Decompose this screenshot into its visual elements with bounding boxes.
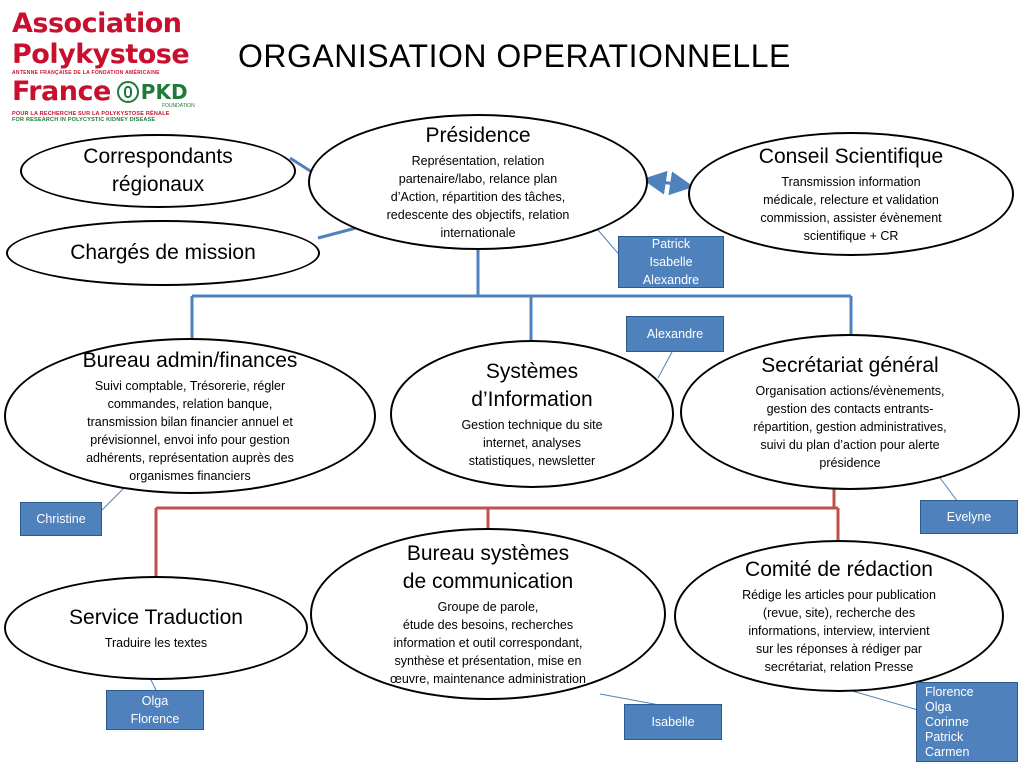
person-name: Florence: [130, 712, 180, 726]
person-name: Isabelle: [649, 255, 693, 269]
node-traduction: [4, 576, 308, 680]
association-logo: [12, 8, 200, 138]
desc-line: commandes, relation banque,: [107, 397, 273, 411]
pkd-logo: [117, 80, 188, 104]
node-comite: [674, 540, 1004, 692]
node-secretariat: [680, 334, 1020, 490]
desc-line: transmission bilan financier annuel et: [87, 415, 293, 429]
person-name: Olga: [925, 699, 952, 714]
desc-line: sur les réponses à rédiger par: [755, 642, 923, 656]
desc-line: Traduire les textes: [104, 636, 208, 650]
desc-line: (revue, site), recherche des: [762, 606, 916, 620]
desc-line: adhérents, représentation auprès des: [86, 451, 294, 465]
desc-line: étude des besoins, recherches: [402, 618, 574, 632]
desc-line: Suivi comptable, Trésorerie, régler: [94, 379, 286, 393]
person-name: Carmen: [925, 744, 970, 759]
desc-line: Organisation actions/évènements,: [755, 384, 945, 398]
node-description: [86, 377, 294, 485]
desc-line: suivi du plan d’action pour alerte: [760, 438, 940, 452]
desc-line: scientifique + CR: [803, 229, 899, 243]
desc-line: commission, assister évènement: [760, 211, 942, 225]
node-title: Présidence: [425, 124, 531, 147]
node-title: Correspondants: [83, 145, 233, 168]
node-title: Bureau systèmes: [406, 542, 570, 565]
logo-line-1: Association: [12, 8, 182, 39]
node-title: Secrétariat général: [761, 354, 939, 377]
logo-foundation: FOUNDATION: [162, 103, 195, 109]
logo-tagline-en: FOR RESEARCH IN POLYCYSTIC KIDNEY DISEASE: [12, 117, 156, 123]
desc-line: informations, interview, intervient: [748, 624, 930, 638]
desc-line: secrétariat, relation Presse: [764, 660, 914, 674]
node-title: Conseil Scientifique: [758, 145, 944, 168]
node-description: [742, 586, 936, 676]
person-name: Evelyne: [946, 510, 992, 524]
desc-line: Représentation, relation: [411, 154, 545, 168]
desc-line: statistiques, newsletter: [468, 454, 596, 468]
connector-conseil: [648, 180, 688, 186]
pkd-text: PKD: [140, 79, 188, 104]
desc-line: partenaire/labo, relance plan: [398, 172, 558, 186]
node-description: [461, 416, 602, 470]
desc-line: présidence: [819, 456, 881, 470]
person-name: Alexandre: [646, 327, 704, 341]
desc-line: d’Action, répartition des tâches,: [390, 190, 566, 204]
logo-tagline-fr: POUR LA RECHERCHE SUR LA POLYKYSTOSE RÉNALE: [12, 111, 170, 117]
person-name: Corinne: [925, 714, 969, 729]
desc-line: Gestion technique du site: [461, 418, 603, 432]
node-presidence: [308, 114, 648, 250]
logo-line-2: Polykystose: [12, 39, 190, 70]
person-name: Patrick: [925, 729, 964, 744]
desc-line: répartition, gestion administratives,: [753, 420, 947, 434]
desc-line: information et outil correspondant,: [393, 636, 583, 650]
people-secretariat: [920, 500, 1018, 534]
people-comite: [916, 682, 1018, 762]
node-title: Bureau admin/finances: [82, 349, 298, 372]
person-name: Florence: [925, 684, 974, 699]
node-title: Systèmes: [485, 360, 579, 383]
logo-subline: ANTENNE FRANÇAISE DE LA FONDATION AMÉRICAINE: [12, 70, 160, 76]
desc-line: internet, analyses: [483, 436, 581, 450]
node-title: de communication: [402, 570, 574, 593]
people-traduction: [106, 690, 204, 730]
node-description: [387, 152, 570, 242]
node-systemes: [390, 340, 674, 488]
node-description: [753, 382, 946, 472]
node-charges: [6, 220, 320, 286]
node-title: Chargés de mission: [70, 241, 256, 264]
desc-line: Transmission information: [781, 175, 921, 189]
desc-line: Groupe de parole,: [437, 600, 539, 614]
people-bureau-com: [624, 704, 722, 740]
desc-line: médicale, relecture et validation: [763, 193, 939, 207]
person-name: Alexandre: [642, 273, 700, 287]
logo-line-3: France: [12, 76, 111, 107]
node-title: Comité de rédaction: [745, 558, 933, 581]
node-conseil: [688, 132, 1014, 256]
pkd-knot-icon: [117, 81, 139, 103]
node-bureau-com: [310, 528, 666, 700]
person-name: Patrick: [651, 237, 691, 251]
people-systemes: [626, 316, 724, 352]
person-name: Isabelle: [651, 715, 695, 729]
page-title: ORGANISATION OPERATIONNELLE: [238, 38, 791, 74]
desc-line: œuvre, maintenance administration: [390, 672, 586, 686]
callout-systemes: [658, 352, 672, 378]
person-name: Olga: [141, 694, 169, 708]
connector-charges: [318, 228, 356, 238]
desc-line: Rédige les articles pour publication: [742, 588, 936, 602]
desc-line: prévisionnel, envoi info pour gestion: [90, 433, 290, 447]
node-title: Service Traduction: [69, 606, 243, 629]
desc-line: organismes financiers: [129, 469, 251, 483]
node-description: [390, 598, 586, 688]
node-bureau-admin: [4, 338, 376, 494]
people-presidence: [618, 236, 724, 288]
desc-line: gestion des contacts entrants-: [766, 402, 934, 416]
people-bureau-admin: [20, 502, 102, 536]
node-description: [105, 634, 207, 652]
person-name: Christine: [36, 512, 86, 526]
node-correspondants: [20, 134, 296, 208]
desc-line: synthèse et présentation, mise en: [394, 654, 582, 668]
desc-line: redescente des objectifs, relation: [386, 208, 570, 222]
node-description: [760, 173, 941, 245]
node-title: régionaux: [111, 173, 205, 196]
node-title: d’Information: [471, 388, 593, 411]
desc-line: internationale: [440, 226, 516, 240]
